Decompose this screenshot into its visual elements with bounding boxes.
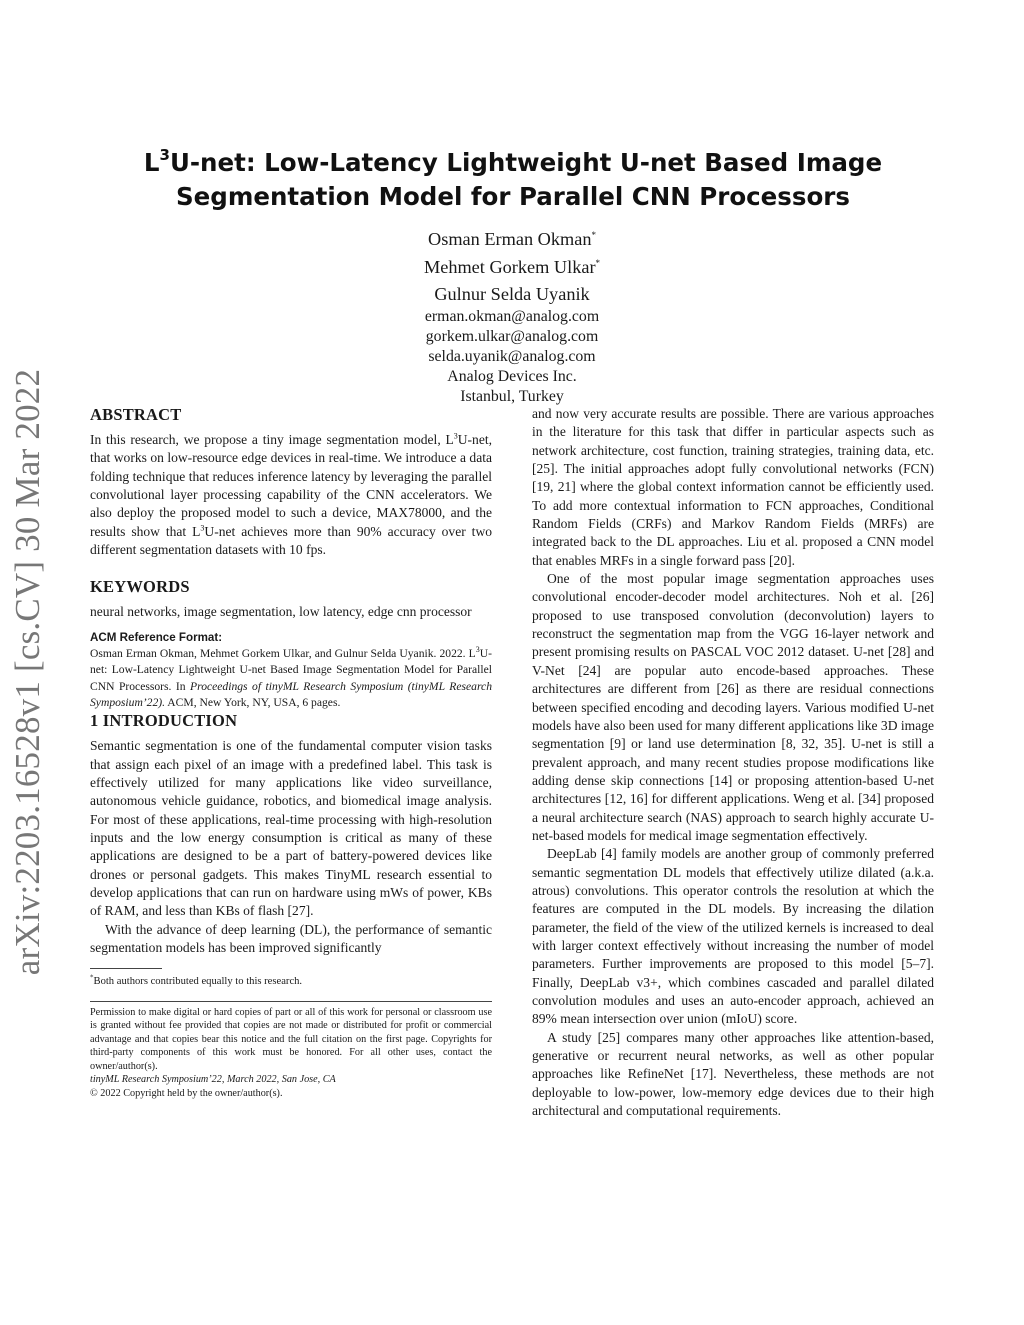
copyright-line: © 2022 Copyright held by the owner/author(s). [90, 1088, 283, 1100]
left-column [90, 405, 492, 1101]
title-line1: U-net: Low-Latency Lightweight U-net Based Image [169, 148, 883, 178]
affiliation: Analog Devices Inc. [447, 367, 577, 385]
author-name: Gulnur Selda Uyanik [434, 284, 590, 305]
permission-notice: Permission to make digital or hard copies of part or all of this work for personal or classroom use is granted without fee provided that copies are not made or distributed for profit or commercial advantage and that copies bear this notice and the full citation on the first page. Copyrights for third-party components of this work must be honored. For all other uses, contact the owner/author(s). [90, 1006, 492, 1072]
author-email: selda.uyanik@analog.com [428, 347, 596, 365]
acm-reference-label: ACM Reference Format: [90, 630, 223, 644]
keywords-heading: KEYWORDS [90, 577, 190, 597]
author-email: gorkem.ulkar@analog.com [425, 327, 599, 345]
title-superscript: 3 [159, 146, 170, 164]
acm-reference-text: Osman Erman Okman, Mehmet Gorkem Ulkar, and Gulnur Selda Uyanik. 2022. $L^3U$-net: Low-Latency Lightweight U-net Based Image Segmentation Model for Parallel CNN Processors. In Proceedings of tinyML Research Symposium (tinyML Research Symposium’22). ACM, New York, NY, USA, 6 pages. [90, 644, 493, 709]
location: Istanbul, Turkey [460, 387, 564, 405]
author-name: Mehmet Gorkem Ulkar* [423, 256, 601, 277]
abstract-heading: ABSTRACT [90, 405, 182, 424]
keywords-text: neural networks, image segmentation, low latency, edge cnn processor [90, 604, 472, 620]
title-line2: Segmentation Model for Parallel CNN Processors [176, 182, 850, 212]
title-prefix: L [143, 148, 160, 178]
arxiv-identifier: arXiv:2203.16528v1 [cs.CV] 30 Mar 2022 [8, 368, 47, 976]
introduction-heading: 1 INTRODUCTION [90, 711, 238, 731]
body-paragraph: DeepLab [4] family models are another group of commonly preferred semantic segmentation DL models that effectively utilize dilated (a.k.a. atrous) convolutions. This operator controls the resolution at which the features are computed in the DL models. By increasing the dilation parameter, the field of the view of the utilized kernels is increased to deal with larger context effectively without increasing the number of model parameters. Further improvements are proposed to this model [5–7]. Finally, DeepLab v3+, which combines cascaded and parallel dilated convolution modules and uses an auto-encoder approach, achieved an 89% mean intersection over union (mIoU) score. [532, 846, 934, 1027]
intro-paragraph: With the advance of deep learning (DL), the performance of semantic segmentation models has been improved significantly [90, 921, 492, 956]
abstract-text: In this research, we propose a tiny image segmentation model, $L^3U$-net, that works on low-resource edge devices in real-time. We introduce a data folding technique that reduces inference latency by leveraging the parallel convolutional layer processing capability of the CNN accelerators. We also deploy the proposed model to such a device, MAX78000, and the results show that $L^3U$-net achieves more than 90% accuracy over two different segmentation datasets with 10 fps. [90, 431, 492, 558]
intro-paragraph: Semantic segmentation is one of the fundamental computer vision tasks that assign each pixel of an image with a predefined label. This task is effectively utilized for many applications like video surveillance, autonomous vehicle guidance, robotics, and biomedical image analysis. For most of these applications, real-time processing with high-resolution inputs and the low energy consumption is critical as many of these applications are designed to be a part of battery-powered devices like drones or personal gadgets. This makes TinyML research essential to develop applications that can run on hardware using mWs of power, KBs of RAM, and less than KBs of flash [27]. [90, 738, 492, 919]
right-column [532, 405, 934, 1120]
body-paragraph: A study [25] compares many other approaches like attention-based, generative or recurrent neural networks, as well as other popular approaches like RefineNet [17]. Nevertheless, these methods are not deployable to low-power, low-memory edge devices due to their high architectural and computational requirements. [532, 1029, 934, 1119]
footnote: *Both authors contributed equally to this research. [90, 972, 303, 987]
author-name: Osman Erman Okman* [428, 229, 596, 250]
permission-rule [90, 1001, 492, 1002]
author-email: erman.okman@analog.com [424, 307, 600, 325]
paper-title [90, 140, 936, 214]
venue-line: tinyML Research Symposium’22, March 2022, San Jose, CA [90, 1074, 336, 1086]
footnote-rule [90, 968, 162, 969]
body-paragraph: and now very accurate results are possible. There are various approaches in the literature for this task that differ in particular aspects such as network architecture, cost function, training strategies, training data, etc. [25]. The initial approaches adopt fully convolutional networks (FCN) [19, 21] where the global context information cannot be efficiently used. To add more contextual information to FCN approaches, Conditional Random Fields (CRFs) and Markov Random Fields (MRFs) are integrated back to the DL approaches. Liu et al. proposed a CNN model that enables MRFs in a single forward pass [20]. [532, 406, 934, 568]
author-block [300, 224, 724, 407]
body-paragraph: One of the most popular image segmentation approaches uses convolutional encoder-decoder model architectures. Noh et al. [26] proposed to use transposed convolution (deconvolution) layers to reconstruct the segmentation map from the VGG 16-layer network and present promising results on PASCAL VOC 2012 dataset. U-net [28] and V-Net [24] are popular auto encode-based approaches. These architectures are different from [26] as there are residual connections between specified encoding and decoding layers. Various modified U-net models have also been used for many different applications like 3D image segmentation [9] or land use determination [8, 32, 35]. U-net is still a prevalent approach, and many recent studies propose modifications like adding dense skip connections [14] or proposing attention-based U-net architectures [12, 16] for different applications. Weng et al. [34] proposed a neural architecture search (NAS) approach to search highly accurate U-net-based models for medical image segmentation effectively. [532, 571, 934, 843]
